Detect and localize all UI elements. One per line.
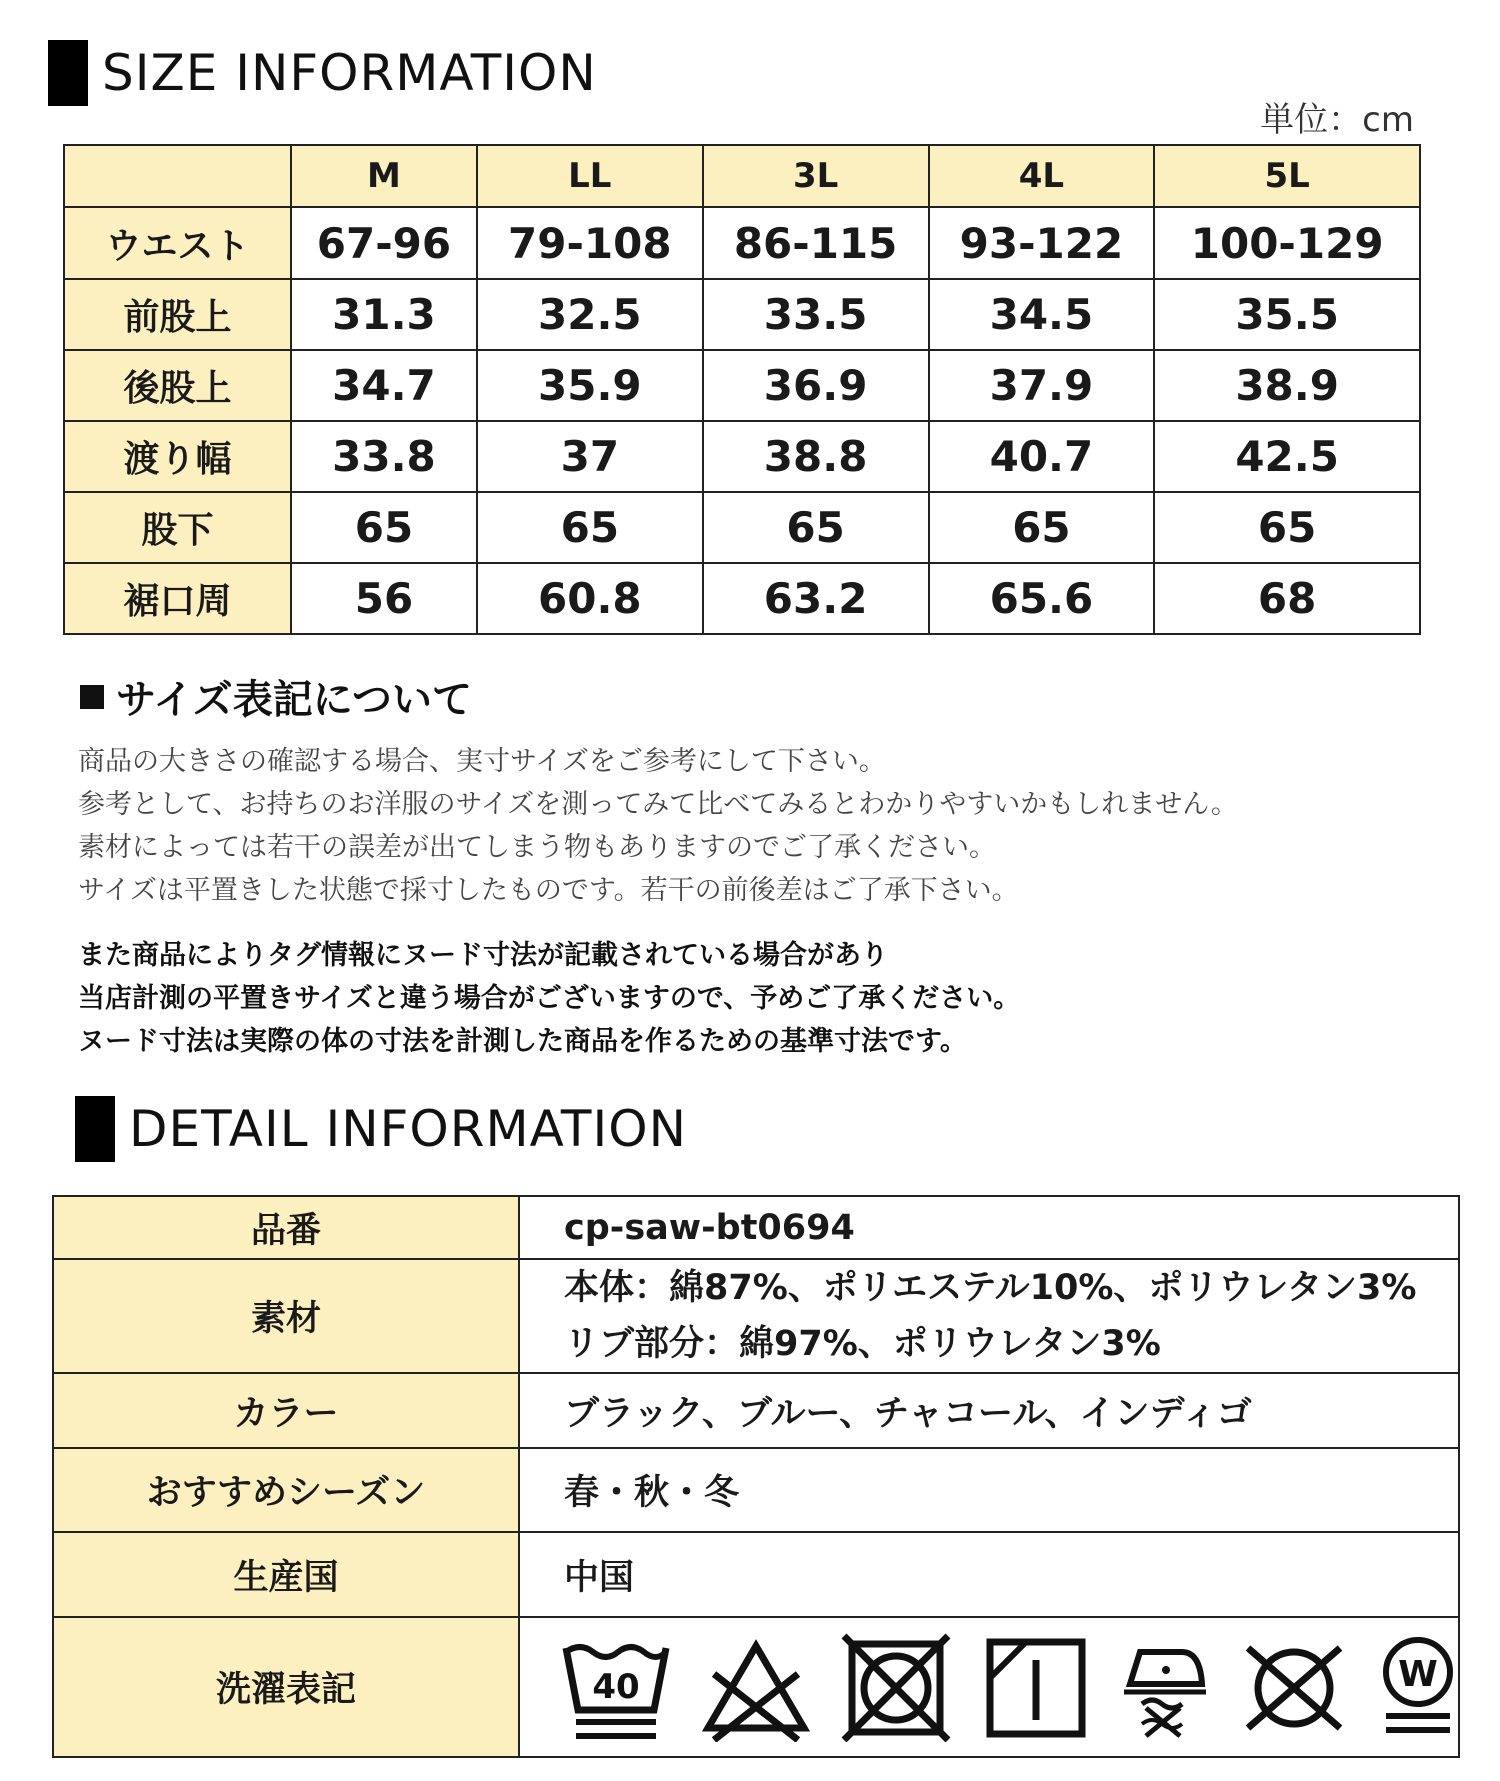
measure-value: 36.9 <box>703 350 929 421</box>
table-row <box>53 1448 1459 1532</box>
size-column-header: LL <box>477 145 703 207</box>
measure-value: 35.5 <box>1154 279 1420 350</box>
product-code-value: cp-saw-bt0694 <box>519 1196 1459 1259</box>
line-dry-shade-icon <box>980 1632 1092 1742</box>
measure-value: 37.9 <box>929 350 1155 421</box>
material-label: 素材 <box>53 1259 519 1373</box>
measure-value: 67-96 <box>291 207 477 279</box>
size-column-header: 5L <box>1154 145 1420 207</box>
measure-value: 34.7 <box>291 350 477 421</box>
table-row <box>64 207 1420 279</box>
material-line: リブ部分：綿97%、ポリウレタン3% <box>564 1324 1161 1364</box>
table-row <box>64 350 1420 421</box>
note-line: 参考として、お持ちのお洋服のサイズを測ってみて比べてみるとわかりやすいかもしれません。 <box>78 789 1238 820</box>
measure-label: 裾口周 <box>64 563 291 634</box>
season-label: おすすめシーズン <box>53 1448 519 1532</box>
note-line: 素材によっては若干の誤差が出てしまう物もありますのでご了承ください。 <box>78 832 996 863</box>
table-row <box>53 1617 1459 1757</box>
no-dry-clean-icon <box>1238 1632 1350 1742</box>
size-table <box>63 144 1421 635</box>
unit-label: 単位：cm <box>1260 100 1414 140</box>
measure-value: 65 <box>1154 492 1420 563</box>
measure-value: 32.5 <box>477 279 703 350</box>
measure-value: 38.8 <box>703 421 929 492</box>
measure-value: 33.5 <box>703 279 929 350</box>
size-column-header: 3L <box>703 145 929 207</box>
country-value: 中国 <box>519 1532 1459 1617</box>
measure-value: 65 <box>929 492 1155 563</box>
product-code-label: 品番 <box>53 1196 519 1259</box>
wash-40-gentle-icon <box>560 1632 672 1742</box>
size-notes-title-text: サイズ表記について <box>116 677 472 723</box>
note-line: また商品によりタグ情報にヌード寸法が記載されている場合があり <box>78 940 888 971</box>
size-notes <box>78 740 1238 912</box>
measure-label: 股下 <box>64 492 291 563</box>
measure-value: 65.6 <box>929 563 1155 634</box>
country-label: 生産国 <box>53 1532 519 1617</box>
section-marker <box>48 40 88 106</box>
measure-value: 33.8 <box>291 421 477 492</box>
note-line: 商品の大きさの確認する場合、実寸サイズをご参考にして下さい。 <box>78 746 886 777</box>
measure-value: 38.9 <box>1154 350 1420 421</box>
measure-value: 65 <box>477 492 703 563</box>
care-symbols <box>519 1617 1459 1757</box>
note-line: ヌード寸法は実際の体の寸法を計測した商品を作るための基準寸法です。 <box>78 1026 967 1057</box>
table-row <box>64 421 1420 492</box>
table-row <box>53 1196 1459 1259</box>
measure-value: 34.5 <box>929 279 1155 350</box>
size-table-header-row <box>64 145 1420 207</box>
no-tumble-dry-icon <box>840 1632 952 1742</box>
measure-label: 後股上 <box>64 350 291 421</box>
measure-value: 35.9 <box>477 350 703 421</box>
measure-label: 前股上 <box>64 279 291 350</box>
measure-value: 65 <box>703 492 929 563</box>
measure-value: 56 <box>291 563 477 634</box>
measure-label: 渡り幅 <box>64 421 291 492</box>
wet-clean-gentle-icon <box>1378 1632 1458 1742</box>
size-notes-title <box>80 668 472 725</box>
color-label: カラー <box>53 1373 519 1448</box>
size-section-title: SIZE INFORMATION <box>102 44 597 102</box>
color-value: ブラック、ブルー、チャコール、インディゴ <box>519 1373 1459 1448</box>
note-line: 当店計測の平置きサイズと違う場合がございますので、予めご了承ください。 <box>78 983 1021 1014</box>
measure-value: 86-115 <box>703 207 929 279</box>
measure-value: 79-108 <box>477 207 703 279</box>
no-bleach-icon <box>700 1632 812 1742</box>
measure-value: 100-129 <box>1154 207 1420 279</box>
note-line: サイズは平置きした状態で採寸したものです。若干の前後差はご了承下さい。 <box>78 875 1019 906</box>
measure-value: 68 <box>1154 563 1420 634</box>
table-row <box>53 1532 1459 1617</box>
nude-size-notes <box>78 934 1020 1063</box>
table-row <box>53 1259 1459 1373</box>
table-row <box>64 492 1420 563</box>
measure-label: ウエスト <box>64 207 291 279</box>
material-line: 本体：綿87%、ポリエステル10%、ポリウレタン3% <box>564 1268 1417 1308</box>
detail-section-header <box>75 1096 687 1162</box>
wet-clean-letter: W <box>1398 1654 1438 1695</box>
table-row <box>64 563 1420 634</box>
measure-value: 60.8 <box>477 563 703 634</box>
square-bullet-icon <box>80 685 104 709</box>
season-value: 春・秋・冬 <box>519 1448 1459 1532</box>
wash-temp-label: 40 <box>592 1667 640 1707</box>
size-column-header: M <box>291 145 477 207</box>
detail-section-title: DETAIL INFORMATION <box>129 1100 687 1158</box>
material-value <box>519 1259 1459 1373</box>
section-marker <box>75 1096 115 1162</box>
measure-value: 93-122 <box>929 207 1155 279</box>
detail-table <box>52 1195 1460 1758</box>
measure-value: 37 <box>477 421 703 492</box>
size-column-header: 4L <box>929 145 1155 207</box>
measure-value: 40.7 <box>929 421 1155 492</box>
measure-value: 63.2 <box>703 563 929 634</box>
size-section-header <box>48 40 597 106</box>
size-table-corner <box>64 145 291 207</box>
measure-value: 42.5 <box>1154 421 1420 492</box>
table-row <box>64 279 1420 350</box>
care-label: 洗濯表記 <box>53 1617 519 1757</box>
low-iron-with-cloth-icon <box>1120 1632 1210 1742</box>
measure-value: 65 <box>291 492 477 563</box>
table-row <box>53 1373 1459 1448</box>
measure-value: 31.3 <box>291 279 477 350</box>
